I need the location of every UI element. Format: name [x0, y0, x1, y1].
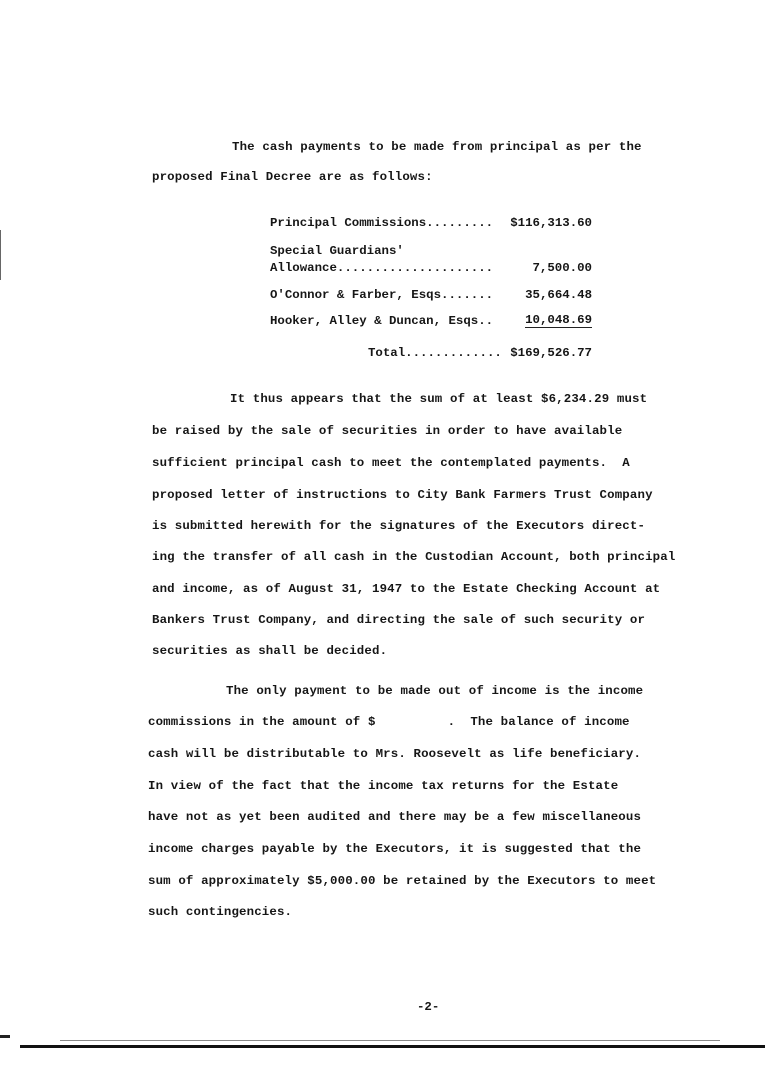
- payment-label: Hooker, Alley & Duncan, Esqs..: [270, 314, 494, 328]
- payment-amount: 10,048.69: [525, 313, 592, 327]
- intro-line-2: proposed Final Decree are as follows:: [152, 170, 433, 184]
- paragraph3-line: The only payment to be made out of income is the income: [226, 684, 644, 698]
- paragraph3-line: [148, 715, 630, 729]
- paragraph2-line: sufficient principal cash to meet the contemplated payments. A: [152, 456, 630, 470]
- total-amount: $169,526.77: [510, 346, 592, 360]
- commission-text-before: commissions in the amount of $: [148, 715, 376, 729]
- payment-label: Special Guardians': [270, 244, 404, 258]
- page-number: -2-: [417, 1000, 440, 1014]
- paragraph2-line: proposed letter of instructions to City Bank Farmers Trust Company: [152, 488, 653, 502]
- scan-bottom-rule: [20, 1045, 765, 1048]
- paragraph3-line: In view of the fact that the income tax returns for the Estate: [148, 779, 619, 793]
- paragraph3-line: sum of approximately $5,000.00 be retained by the Executors to meet: [148, 874, 657, 888]
- paragraph3-line: have not as yet been audited and there may be a few miscellaneous: [148, 810, 642, 824]
- payment-label: O'Connor & Farber, Esqs.......: [270, 288, 494, 302]
- payment-label: Principal Commissions.........: [270, 216, 494, 230]
- paragraph3-line: such contingencies.: [148, 905, 293, 919]
- paragraph2-line: and income, as of August 31, 1947 to the Estate Checking Account at: [152, 582, 661, 596]
- scan-corner-mark: [0, 1035, 10, 1038]
- intro-line-1: The cash payments to be made from principal as per the: [232, 140, 642, 154]
- payment-amount: 35,664.48: [525, 288, 592, 302]
- payment-label: Allowance.....................: [270, 261, 494, 275]
- paragraph2-line: ing the transfer of all cash in the Custodian Account, both principal: [152, 550, 676, 564]
- paragraph3-line: income charges payable by the Executors, it is suggested that the: [148, 842, 642, 856]
- paragraph3-line: cash will be distributable to Mrs. Roosevelt as life beneficiary.: [148, 747, 642, 761]
- paragraph2-line: It thus appears that the sum of at least $6,234.29 must: [230, 392, 648, 406]
- paragraph2-line: be raised by the sale of securities in order to have available: [152, 424, 623, 438]
- payment-amount: 7,500.00: [532, 261, 592, 275]
- commission-text-after: . The balance of income: [447, 715, 630, 729]
- scan-edge-mark: [0, 230, 1, 280]
- total-label: Total.............: [368, 346, 502, 360]
- paragraph2-line: Bankers Trust Company, and directing the sale of such security or: [152, 613, 646, 627]
- scan-thin-rule: [60, 1040, 720, 1041]
- paragraph2-line: is submitted herewith for the signatures of the Executors direct-: [152, 519, 646, 533]
- paragraph2-line: securities as shall be decided.: [152, 644, 388, 658]
- payment-amount: $116,313.60: [510, 216, 592, 230]
